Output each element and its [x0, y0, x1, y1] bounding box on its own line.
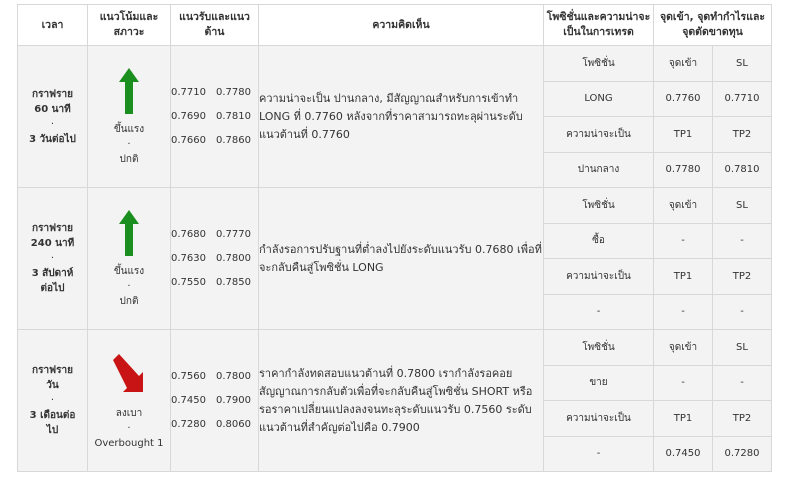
resistance-value: 0.7900 — [216, 395, 251, 406]
trend-cell — [88, 188, 171, 330]
comment-text: ความน่าจะเป็น ปานกลาง, มีสัญญาณสำหรับการเข้าทำ LONG ที่ 0.7760 หลังจากที่ราคาสามารถทะลุผ่านระดับแนวต้านที่ 0.7760 — [259, 46, 544, 188]
time-frame-line: กราฟราย — [32, 88, 73, 100]
position-cell: - — [544, 294, 654, 330]
level-pair — [171, 111, 258, 122]
position-cell: ความน่าจะเป็น — [544, 401, 654, 437]
entry-cell: SL — [713, 46, 772, 82]
entry-cell: TP2 — [713, 259, 772, 295]
entry-cell: - — [713, 294, 772, 330]
entry-cell: 0.7780 — [654, 152, 713, 188]
trend-label: ปกติ — [119, 154, 139, 165]
time-frame-line: 240 นาที — [30, 238, 75, 249]
support-value: 0.7560 — [171, 371, 206, 382]
position-cell: ขาย — [544, 365, 654, 401]
resistance-value: 0.7800 — [216, 253, 251, 264]
down-arrow-red-icon — [109, 350, 149, 400]
time-frame-cell — [18, 46, 88, 188]
time-frame-line: กราฟราย — [32, 365, 73, 376]
analysis-table — [17, 4, 772, 472]
up-arrow-green-icon — [109, 208, 149, 258]
level-pair — [171, 253, 258, 264]
entry-cell: SL — [713, 188, 772, 224]
position-cell: ความน่าจะเป็น — [544, 117, 654, 153]
entry-cell: - — [713, 365, 772, 401]
time-frame-line: ไป — [46, 425, 59, 436]
trend-label: Overbought 1 — [94, 438, 164, 449]
entry-cell: TP1 — [654, 259, 713, 295]
entry-cell: TP1 — [654, 401, 713, 437]
header-comment: ความคิดเห็น — [259, 5, 544, 46]
entry-cell: TP2 — [713, 117, 772, 153]
header-entry: จุดเข้า, จุดทำกำไรและจุดตัดขาดทุน — [654, 5, 772, 46]
position-cell: โพซิชั่น — [544, 330, 654, 366]
support-value: 0.7550 — [171, 277, 206, 288]
position-cell: โพซิชั่น — [544, 188, 654, 224]
time-frame-line: ต่อไป — [40, 283, 65, 294]
support-value: 0.7630 — [171, 253, 206, 264]
time-frame-line: วัน — [46, 380, 59, 391]
position-cell: ปานกลาง — [544, 152, 654, 188]
position-cell: ความน่าจะเป็น — [544, 259, 654, 295]
level-pair — [171, 277, 258, 288]
level-pair — [171, 229, 258, 240]
trend-label: ขึ้นแรง — [113, 266, 145, 277]
support-value: 0.7660 — [171, 135, 206, 146]
entry-cell: TP2 — [713, 401, 772, 437]
level-pair — [171, 395, 258, 406]
level-pair — [171, 135, 258, 146]
support-resistance-cell — [171, 330, 259, 472]
header-levels: แนวรับและแนวต้าน — [171, 5, 259, 46]
time-frame-line: กราฟราย — [32, 223, 73, 234]
entry-cell: จุดเข้า — [654, 330, 713, 366]
header-trend: แนวโน้มและสภาวะ — [88, 5, 171, 46]
entry-cell: - — [654, 365, 713, 401]
position-cell: ซื้อ — [544, 223, 654, 259]
time-frame-cell — [18, 188, 88, 330]
entry-cell: 0.7280 — [713, 436, 772, 472]
time-frame-line: · — [50, 253, 55, 264]
support-resistance-cell — [171, 46, 259, 188]
table-row — [18, 46, 772, 82]
entry-cell: - — [713, 223, 772, 259]
time-frame-cell — [18, 330, 88, 472]
entry-cell: 0.7760 — [654, 81, 713, 117]
entry-cell: จุดเข้า — [654, 188, 713, 224]
header-position: โพซิชั่นและความน่าจะเป็นในการเทรด — [544, 5, 654, 46]
resistance-value: 0.7850 — [216, 277, 251, 288]
time-frame-line: 60 นาที — [34, 103, 71, 115]
table-row — [18, 330, 772, 366]
level-pair — [171, 419, 258, 430]
position-cell: โพซิชั่น — [544, 46, 654, 82]
support-value: 0.7280 — [171, 419, 206, 430]
level-pair — [171, 371, 258, 382]
position-cell: - — [544, 436, 654, 472]
entry-cell: 0.7810 — [713, 152, 772, 188]
entry-cell: - — [654, 294, 713, 330]
support-value: 0.7450 — [171, 395, 206, 406]
entry-cell: TP1 — [654, 117, 713, 153]
trend-label: · — [127, 139, 131, 150]
header-row — [18, 5, 772, 46]
support-value: 0.7710 — [171, 87, 206, 98]
time-frame-line: · — [50, 118, 55, 130]
trend-label: · — [127, 423, 131, 434]
up-arrow-green-icon — [109, 66, 149, 116]
trend-label: ขึ้นแรง — [113, 124, 145, 135]
trend-cell — [88, 46, 171, 188]
support-value: 0.7690 — [171, 111, 206, 122]
entry-cell: 0.7450 — [654, 436, 713, 472]
time-frame-line: 3 วันต่อไป — [29, 133, 76, 145]
time-frame-line: · — [50, 395, 55, 406]
resistance-value: 0.7780 — [216, 87, 251, 98]
comment-text: กำลังรอการปรับฐานที่ต่ำลงไปยังระดับแนวรับ 0.7680 เพื่อที่จะกลับคืนสู่โพซิชั่น LONG — [259, 188, 544, 330]
table-row — [18, 188, 772, 224]
trend-label: · — [127, 281, 131, 292]
resistance-value: 0.7860 — [216, 135, 251, 146]
resistance-value: 0.7770 — [216, 229, 251, 240]
entry-cell: - — [654, 223, 713, 259]
header-time: เวลา — [18, 5, 88, 46]
time-frame-line: 3 เดือนต่อ — [29, 410, 76, 421]
entry-cell: SL — [713, 330, 772, 366]
entry-cell: 0.7710 — [713, 81, 772, 117]
resistance-value: 0.7810 — [216, 111, 251, 122]
resistance-value: 0.8060 — [216, 419, 251, 430]
trend-cell — [88, 330, 171, 472]
position-cell: LONG — [544, 81, 654, 117]
support-value: 0.7680 — [171, 229, 206, 240]
level-pair — [171, 87, 258, 98]
support-resistance-cell — [171, 188, 259, 330]
entry-cell: จุดเข้า — [654, 46, 713, 82]
resistance-value: 0.7800 — [216, 371, 251, 382]
time-frame-line: 3 สัปดาห์ — [31, 268, 74, 279]
comment-text: ราคากำลังทดสอบแนวต้านที่ 0.7800 เรากำลังรอคอยสัญญาณการกลับตัวเพื่อที่จะกลับคืนสู่โพซิชั่น SHORT หรือรอราคาเปลี่ยนแปลงลงจนทะลุระดับแนวรับ 0.7560 ระดับแนวต้านที่สำคัญต่อไปคือ 0.7900 — [259, 330, 544, 472]
trend-label: ปกติ — [119, 296, 139, 307]
trend-label: ลงเบา — [115, 408, 143, 419]
